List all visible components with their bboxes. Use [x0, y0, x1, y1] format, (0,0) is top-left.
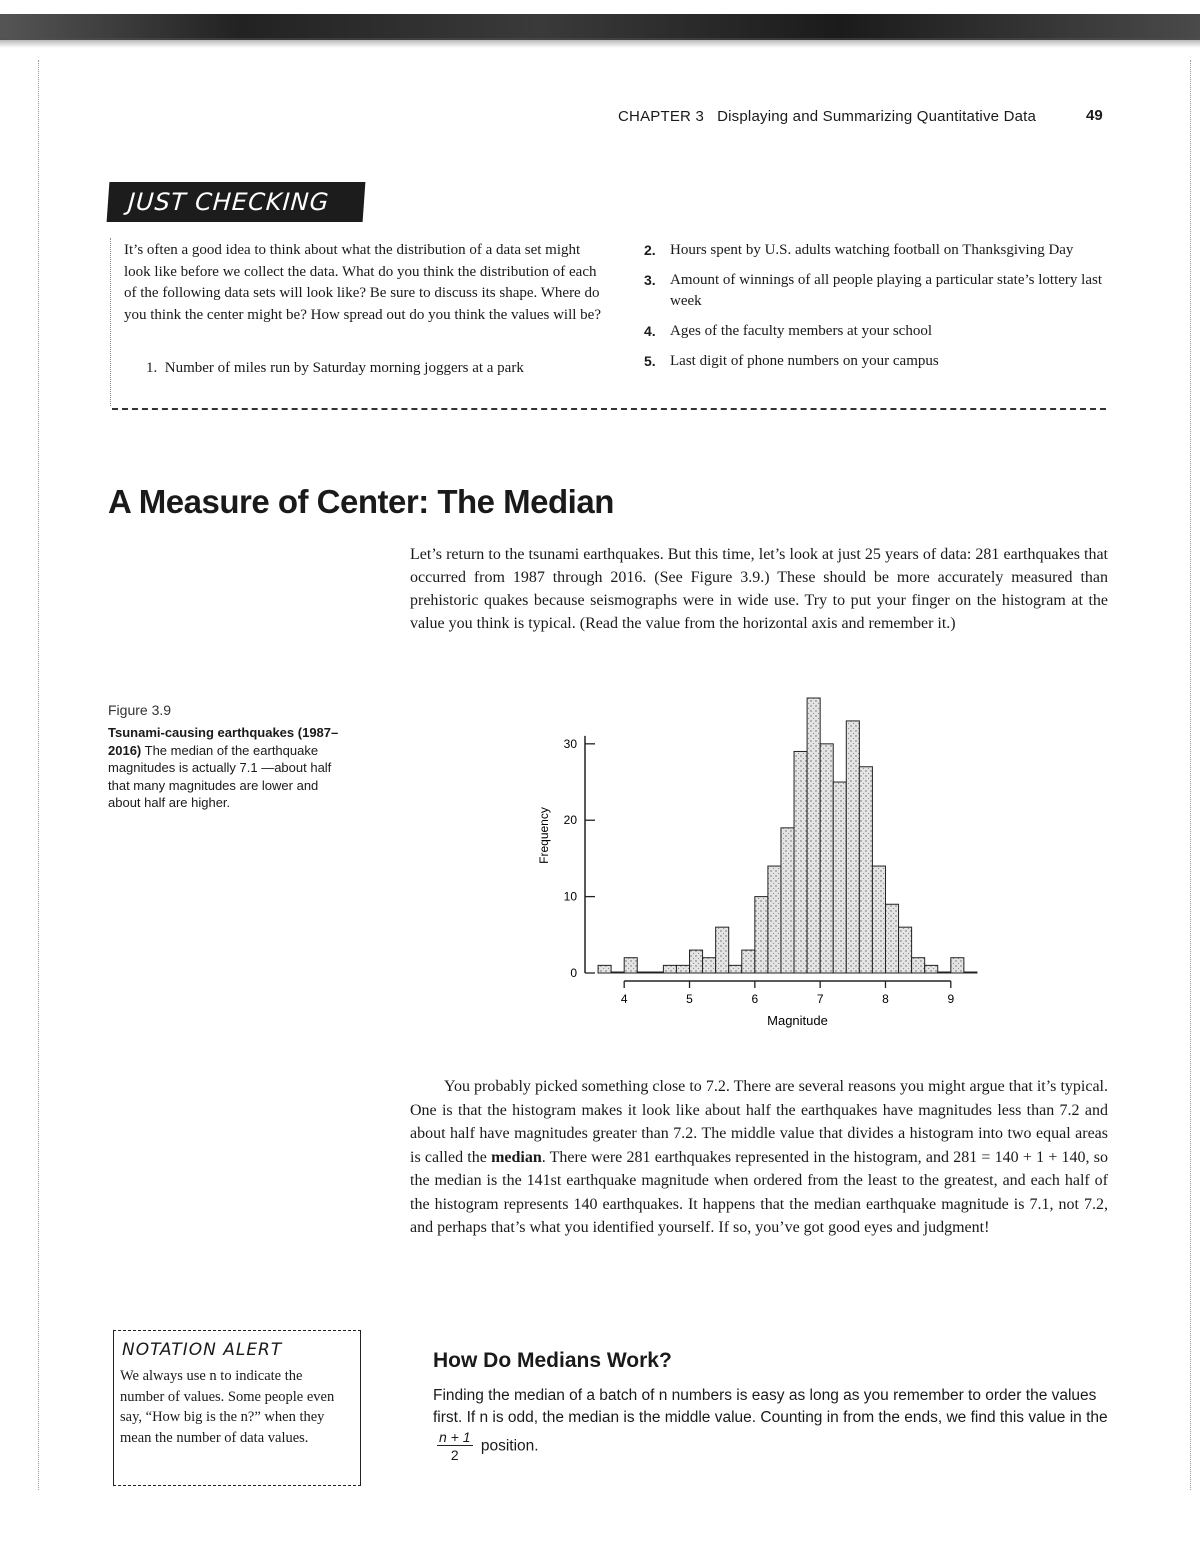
- just-checking-item-2: [644, 240, 1108, 261]
- section-title: A Measure of Center: The Median: [108, 483, 614, 520]
- histogram-bars: [598, 698, 977, 973]
- intro-paragraph: Let’s return to the tsunami earthquakes. But this time, let’s look at just 25 years of data: 281 earthquakes that occurred from 1987 through 2016. (See Figure 3.9.) These should be more accurately measured than prehistoric quakes because seismographs were in wide use. Try to put your finger on the histogram at the value you think is typical. (Read the value from the horizontal axis and remember it.): [410, 546, 1108, 632]
- x-axis-label: Magnitude: [767, 1013, 828, 1028]
- left-margin-scan-dots: [38, 60, 39, 1490]
- item-text: Amount of winnings of all people playing a particular state’s lottery last week: [670, 272, 1102, 309]
- histogram-bar: [885, 904, 898, 973]
- median-term: median: [491, 1148, 542, 1166]
- median-text-after: position.: [480, 1437, 539, 1455]
- item-text: Ages of the faculty members at your school: [670, 323, 933, 339]
- y-axis-label: Frequency: [537, 807, 551, 864]
- fraction-denominator: 2: [450, 1447, 459, 1463]
- paragraph-text: You probably picked something close to 7.2. There are several reasons you might argue that it’s typical. One is that the histogram makes it look like about half the earthquakes have magnitudes less than 7.2 and about half have magnitudes greater than 7.2. The middle value that divides a histogram into two equal areas is called the: [410, 1078, 1108, 1166]
- n-plus-one-over-two-fraction: [437, 1429, 473, 1464]
- top-decorative-band: [0, 14, 1200, 40]
- just-checking-item-4: [644, 321, 1108, 342]
- x-tick-label: 6: [751, 992, 759, 1006]
- histogram-bar: [624, 958, 637, 973]
- histogram-bar: [781, 828, 794, 973]
- histogram-bar: [716, 927, 729, 973]
- x-tick-label: 8: [882, 992, 889, 1006]
- fraction-numerator: n + 1: [439, 1429, 471, 1445]
- item-number: 5.: [644, 353, 656, 369]
- just-checking-item-3: [644, 270, 1108, 312]
- histogram-bar: [951, 958, 964, 973]
- histogram-bar: [690, 950, 703, 973]
- figure-caption-text: The median of the earthquake magnitudes is actually 7.1 —about half that many magnitudes are lower and about half are higher.: [108, 742, 332, 810]
- y-tick-label: 10: [563, 889, 577, 904]
- item-text: Last digit of phone numbers on your campus: [670, 353, 939, 369]
- histogram-bar: [794, 751, 807, 973]
- histogram-bar: [807, 698, 820, 973]
- histogram-bar: [833, 782, 846, 973]
- just-checking-left-border: [110, 238, 111, 406]
- right-margin-scan-dots: [1190, 60, 1191, 1490]
- how-do-medians-work-heading: How Do Medians Work?: [433, 1349, 672, 1372]
- just-checking-item-5: [644, 351, 1108, 372]
- histogram-bar: [846, 721, 859, 973]
- figure-caption-title: Tsunami-causing earthquakes (1987–2016): [108, 725, 339, 758]
- histogram-bar: [676, 965, 689, 973]
- histogram-bar: [768, 866, 781, 973]
- item-number: 1.: [146, 360, 158, 376]
- median-text-before: Finding the median of a batch of n numbers is easy as long as you remember to order the values first. If n is odd, the median is the middle value. Counting in from the ends, we find this value in the: [433, 1387, 1108, 1426]
- just-checking-intro: It’s often a good idea to think about what the distribution of a data set might look like before we collect the data. What do you think the distribution of each of the following data sets will look like? Be sure to discuss its shape. Where do you think the center might be? How spread out do you think the values will be?: [124, 242, 601, 323]
- paragraph-text-rest: . There were 281 earthquakes represented in the histogram, and 281 = 140 + 1 + 140, so the median is the 141st earthquake magnitude when ordered from the least to the greatest, and each half of the histogram represents 140 earthquakes. It happens that the median earthquake magnitude is 7.1, not 7.2, and perhaps that’s what you identified yourself. If so, you’ve got good eyes and judgment!: [410, 1148, 1108, 1236]
- x-tick-label: 5: [686, 992, 693, 1006]
- item-number: 3.: [644, 272, 656, 288]
- figure-label: Figure 3.9: [108, 702, 172, 718]
- page-number: 49: [1086, 107, 1103, 124]
- just-checking-items-right: [644, 240, 1108, 381]
- histogram-bar: [964, 972, 977, 973]
- chapter-number: CHAPTER 3: [618, 108, 704, 125]
- histogram-bar: [820, 744, 833, 973]
- x-tick-label: 4: [620, 992, 628, 1006]
- histogram-bar: [912, 958, 925, 973]
- x-tick-label: 7: [816, 992, 824, 1006]
- histogram-bar: [637, 972, 650, 973]
- notation-alert-title: NOTATION ALERT: [122, 1340, 283, 1360]
- chapter-title: Displaying and Summarizing Quantitative Data: [717, 108, 1037, 125]
- histogram-bar: [742, 950, 755, 973]
- histogram-bar: [925, 965, 938, 973]
- histogram-bar: [872, 866, 885, 973]
- item-text: Number of miles run by Saturday morning joggers at a park: [164, 360, 524, 376]
- histogram-chart: [530, 690, 1000, 1040]
- top-band-fade: [0, 38, 1200, 48]
- how-do-medians-work-paragraph: [433, 1385, 1113, 1464]
- item-number: 2.: [644, 242, 656, 258]
- histogram-bar: [663, 965, 676, 973]
- y-tick-label: 20: [563, 813, 577, 828]
- notation-alert-text: We always use n to indicate the number of values. Some people even say, “How big is the n?” when they mean the number of data values.: [120, 1368, 335, 1446]
- item-number: 4.: [644, 323, 656, 339]
- histogram-bar: [650, 972, 663, 973]
- y-ticks: [564, 737, 595, 980]
- histogram-bar: [703, 958, 716, 973]
- y-tick-label: 30: [563, 736, 577, 751]
- histogram-bar: [598, 965, 611, 973]
- running-header: [618, 108, 1036, 125]
- just-checking-item-1: [146, 360, 524, 377]
- x-ticks: [621, 981, 955, 1006]
- y-tick-label: 0: [570, 966, 577, 980]
- just-checking-bottom-rule: [112, 408, 1106, 410]
- median-discussion-paragraph: [410, 1075, 1108, 1240]
- figure-caption: [108, 724, 348, 812]
- item-text: Hours spent by U.S. adults watching football on Thanksgiving Day: [670, 242, 1074, 258]
- x-tick-label: 9: [947, 992, 955, 1006]
- histogram-bar: [755, 897, 768, 973]
- histogram-bar: [611, 972, 624, 973]
- histogram-bar: [938, 972, 951, 973]
- histogram-bar: [899, 927, 912, 973]
- just-checking-banner: JUST CHECKING: [107, 182, 366, 222]
- histogram-bar: [859, 767, 872, 973]
- histogram-bar: [729, 965, 742, 973]
